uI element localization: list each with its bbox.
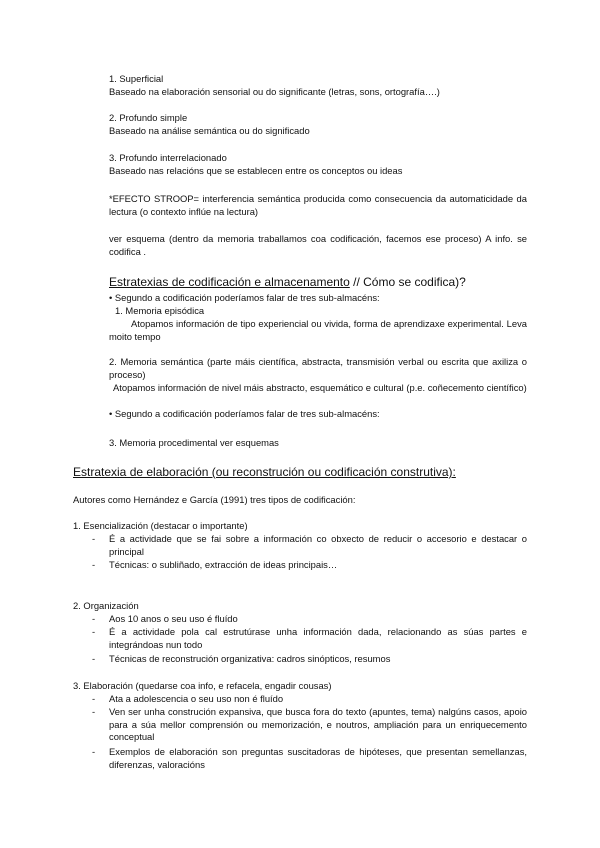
group-1-title: 1. Esencialización (destacar o importante) — [73, 520, 248, 531]
dash-bullet: - — [92, 706, 96, 717]
list-item-text: É a actividade pola cal estrutúrase unha información dada, relacionando as súas partes e integrándoas nun todo — [109, 626, 527, 650]
level-3-title: 3. Profundo interrelacionado — [109, 152, 227, 163]
encoding-heading-link: Estratexias de codificación e almacenamento — [109, 275, 350, 289]
list-item-text: Exemplos de elaboración son preguntas suscitadoras de hipóteses, que presentan semellanzas, diferenzas, valoracións — [109, 746, 527, 770]
list-item — [92, 626, 527, 651]
dash-bullet: - — [92, 693, 96, 704]
memory-episodic-title: 1. Memoria episódica — [115, 305, 205, 316]
encoding-heading — [109, 275, 529, 289]
memory-episodic-desc: Atopamos información de tipo experiencial ou vivida, forma de aprendizaxe experimental. Leva moito tempo — [109, 318, 527, 342]
group-2-title: 2. Organización — [73, 600, 139, 611]
dash-bullet: - — [92, 613, 96, 624]
list-item-text: Aos 10 anos o seu uso é fluído — [109, 613, 238, 624]
level-1-desc: Baseado na elaboración sensorial ou do significante (letras, sons, ortografía….) — [109, 86, 440, 97]
memory-semantic-title: 2. Memoria semántica (parte máis científica, abstracta, transmisión verbal ou escrita que axiliza o proceso) — [109, 356, 527, 380]
memory-procedural: 3. Memoria procedimental ver esquemas — [109, 437, 279, 448]
list-item — [92, 559, 527, 572]
authors-line: Autores como Hernández e García (1991) tres tipos de codificación: — [73, 494, 356, 505]
list-item — [92, 613, 527, 626]
dash-bullet: - — [92, 559, 96, 570]
list-item — [92, 653, 527, 666]
dash-bullet: - — [92, 533, 96, 544]
list-item-text: É a actividade que se fai sobre a información co obxecto de reducir o accesorio e destacar o principal — [109, 533, 527, 557]
list-item — [92, 706, 527, 744]
sub-stores-bullet-1: • Segundo a codificación poderíamos falar de tres sub-almacéns: — [109, 292, 380, 303]
list-item-text: Técnicas de reconstrución organizativa: cadros sinópticos, resumos — [109, 653, 391, 664]
dash-bullet: - — [92, 746, 96, 757]
list-item — [92, 693, 527, 706]
list-item-text: Ata a adolescencia o seu uso non é fluído — [109, 693, 284, 704]
stroop-note: *EFECTO STROOP= interferencia semántica producida como consecuencia da automaticidade da lectura (o contexto inflúe na lectura) — [109, 193, 527, 217]
list-item — [92, 746, 527, 771]
level-2-desc: Baseado na análise semántica ou do significado — [109, 125, 310, 136]
memory-semantic-desc: Atopamos información de nivel máis abstracto, esquemático e cultural (p.e. coñecemento científico) — [113, 382, 527, 393]
group-3-title: 3. Elaboración (quedarse coa info, e refacela, engadir cousas) — [73, 680, 332, 691]
list-item-text: Ven ser unha construción expansiva, que busca fora do texto (apuntes, tema) nalgúns casos, apoio para a súa mellor comprensión ou memorización, e noutros, ampliación para un enriquecemento conceptual — [109, 706, 527, 743]
list-item-text: Técnicas: o subliñado, extracción de ideas principais… — [109, 559, 338, 570]
dash-bullet: - — [92, 626, 96, 637]
list-item — [92, 533, 527, 558]
dash-bullet: - — [92, 653, 96, 664]
encoding-heading-rest: // Cómo se codifica)? — [353, 275, 466, 289]
level-3-desc: Baseado nas relacións que se establecen entre os conceptos ou ideas — [109, 165, 403, 176]
level-1-title: 1. Superficial — [109, 73, 164, 84]
elaboration-heading: Estratexia de elaboración (ou reconstrución ou codificación construtiva): — [73, 465, 456, 479]
sub-stores-bullet-2: • Segundo a codificación poderíamos falar de tres sub-almacéns: — [109, 408, 380, 419]
level-2-title: 2. Profundo simple — [109, 112, 188, 123]
esquema-note: ver esquema (dentro da memoria traballamos coa codificación, facemos ese proceso) A info. se codifica . — [109, 233, 527, 257]
